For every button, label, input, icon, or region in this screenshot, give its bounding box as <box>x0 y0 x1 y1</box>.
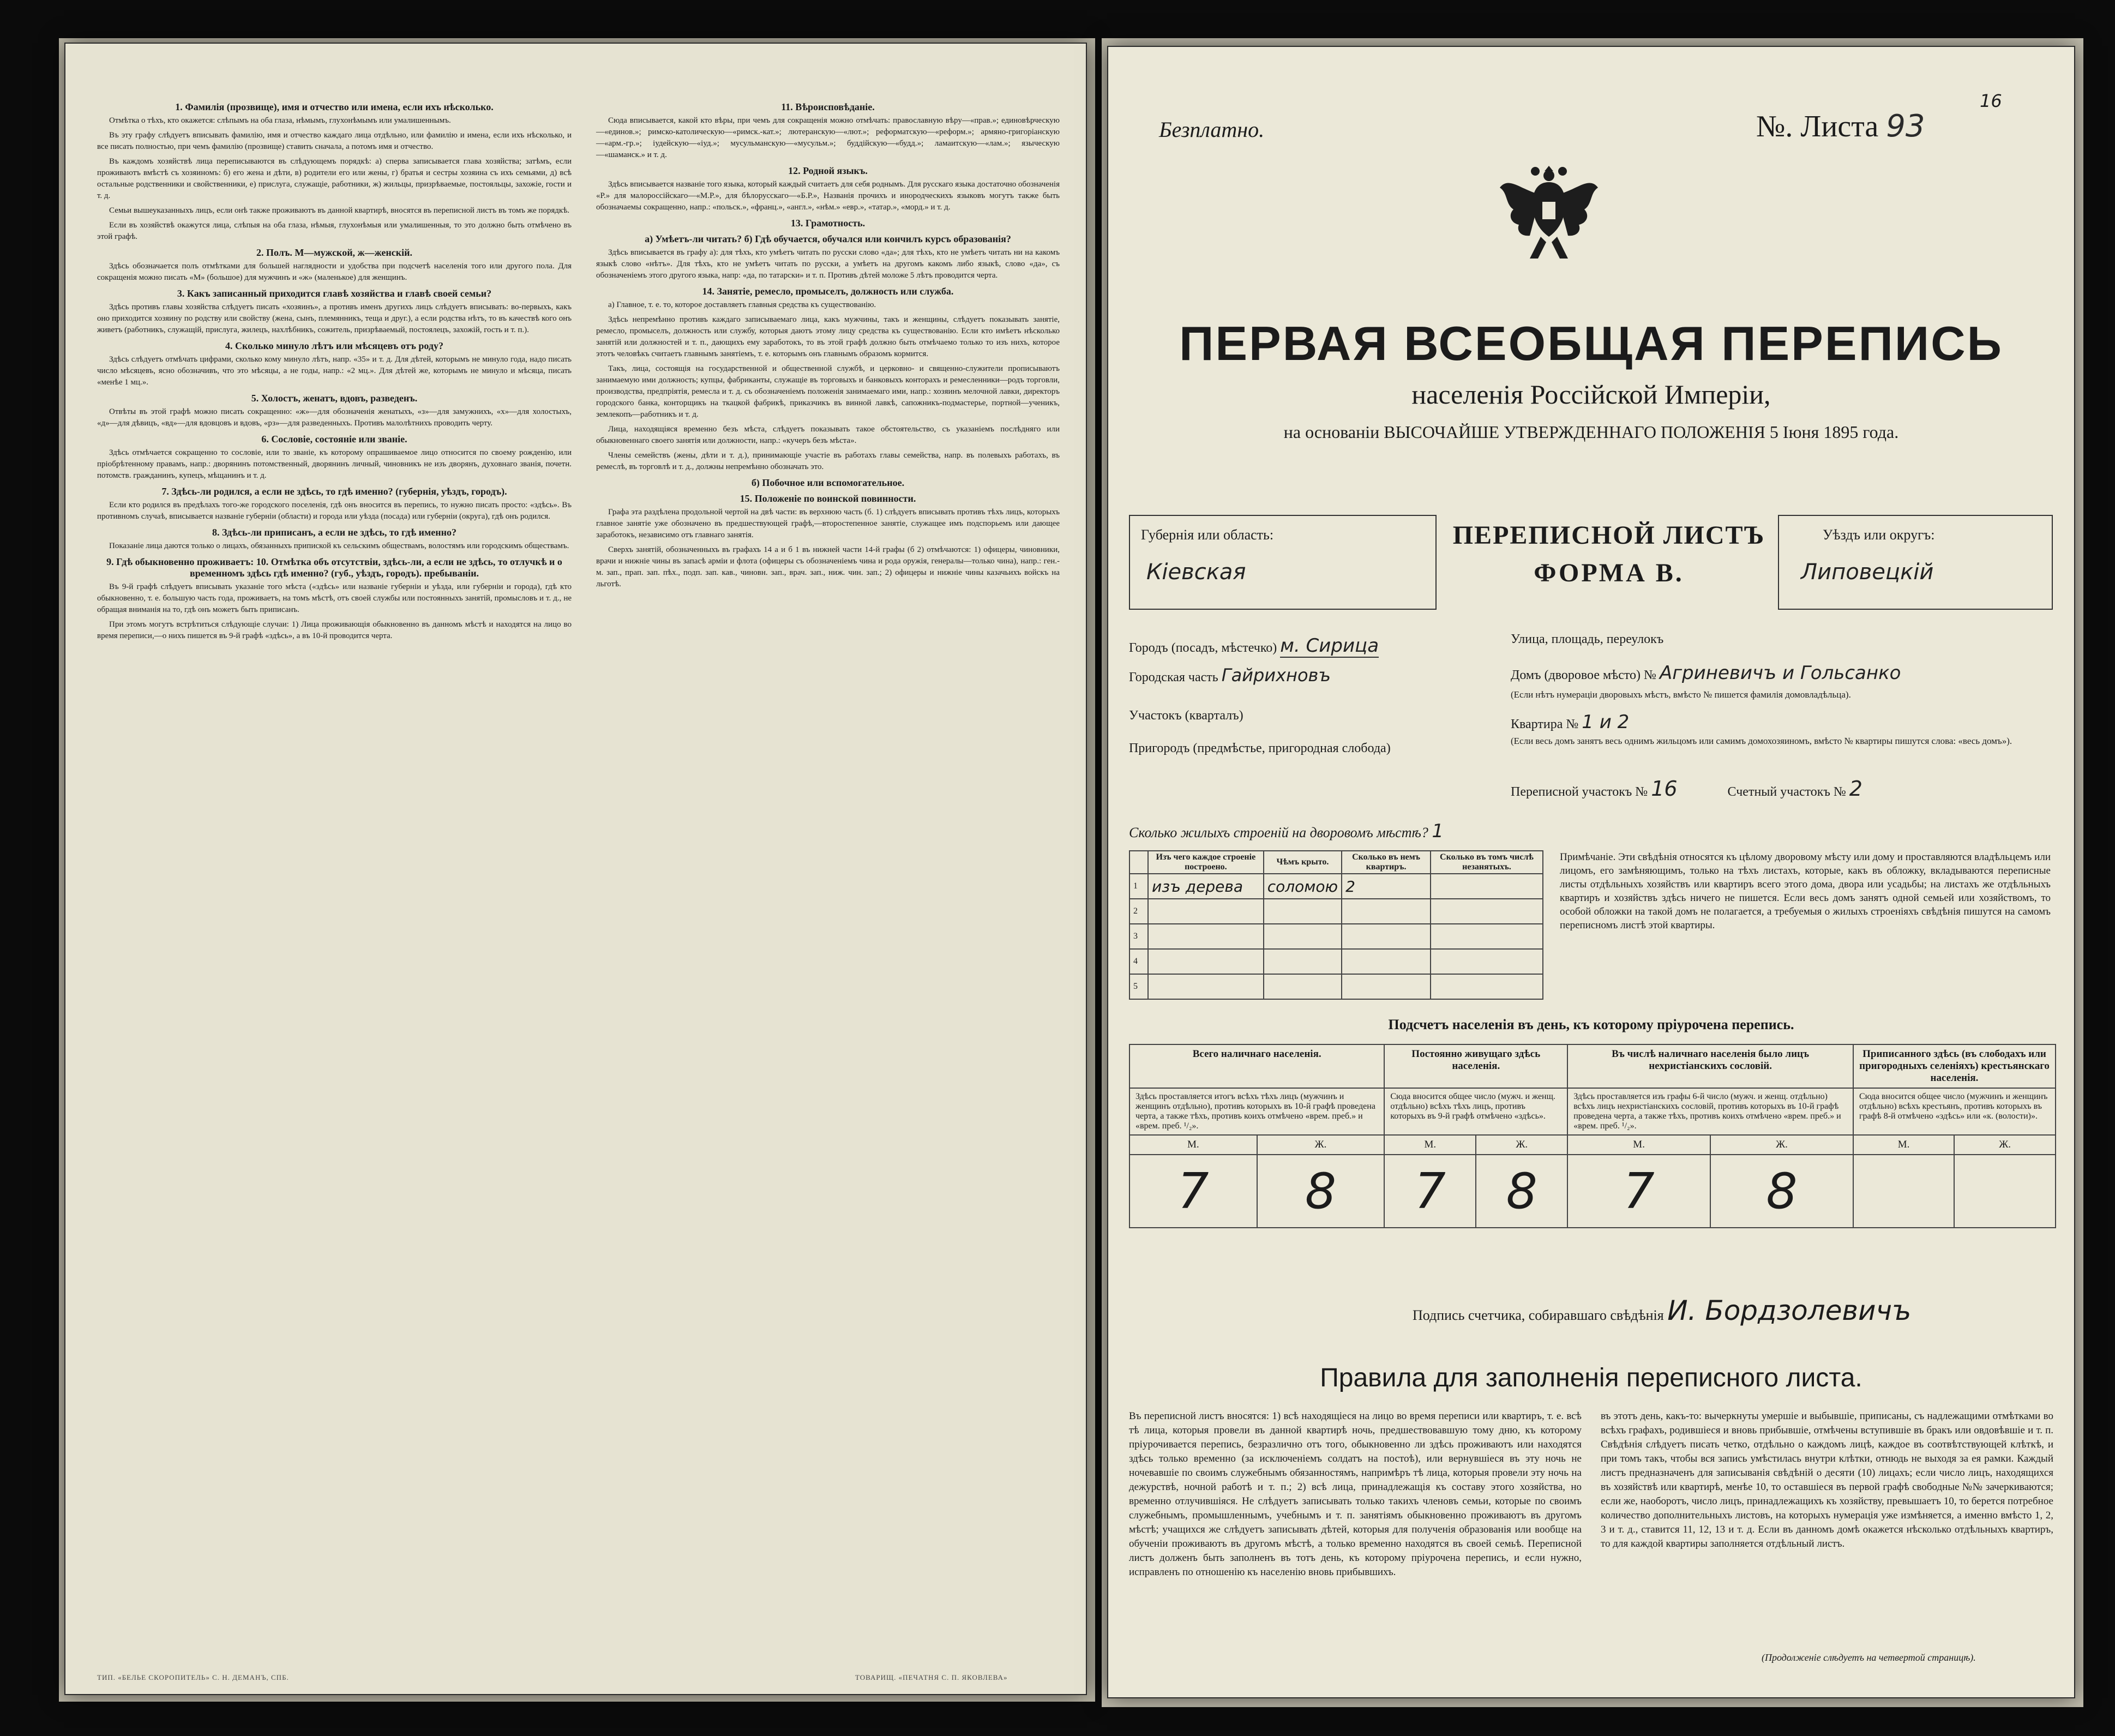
col2-heading: б) Побочное или вспомогательное. <box>751 477 905 488</box>
apartment-label: Квартира № <box>1511 717 1579 731</box>
col1-heading: 9. Гдѣ обыкновенно проживаетъ: 10. Отмѣтка объ отсутствіи, здѣсь-ли, а если не здѣсь, то отлучкѣ и о временномъ здѣсь гдѣ именно? (губ., уѣздъ, городъ). пребываніи. <box>106 556 562 579</box>
form-title-line-2: ФОРМА В. <box>1534 558 1684 587</box>
census-basis: на основаніи ВЫСОЧАЙШЕ УТВЕРЖДЕННАГО ПОЛОЖЕНІЯ 5 Іюня 1895 года. <box>1283 422 1899 442</box>
buildings-question <box>1129 820 1444 842</box>
pop-value: 7 <box>1129 1155 1257 1228</box>
uezd-box <box>1778 515 2053 610</box>
pop-value: 8 <box>1257 1155 1385 1228</box>
province-label: Губернія или область: <box>1141 527 1274 543</box>
col1-paragraph: Здѣсь обозначается полъ отмѣтками для большей наглядности и удобства при подсчетѣ населенія того или другого пола. Для сокращенія можно писать «М» (большое) для мужчинъ и «ж» (маленькое) для женщинъ. <box>97 262 572 282</box>
col1-heading: 3. Какъ записанный приходится главѣ хозяйства и главѣ своей семьи? <box>177 288 492 299</box>
col1-paragraph: Отмѣтка о тѣхъ, кто окажется: слѣпымъ на оба глаза, нѣмымъ, глухонѣмымъ или умалишеннымъ. <box>109 116 451 125</box>
pop-sex-header: М. <box>1129 1135 1257 1155</box>
col1-paragraph: Здѣсь слѣдуетъ отмѣчать цифрами, сколько кому минуло лѣтъ, напр. «35» и т. д. Для дѣтей, которымъ не минуло года, надо писать число мѣсяцевъ, ясно обозначивъ, что это мѣсяцы, а не годы, напр.: «2 мц.». Для дѣтей же, которымъ не минуло и мѣсяца, писать «менѣе 1 мц.». <box>97 355 572 387</box>
col1-paragraph: Здѣсь противъ главы хозяйства слѣдуетъ писать «хозяинъ», а противъ именъ другихъ лицъ слѣдуетъ вписывать: во-первыхъ, какъ оно приходится хозяину по родству или свойству (жена, сынъ, племянникъ, теща и друг.), а если родства нѣтъ, то въ качествѣ кого онъ живетъ (работникъ, служащій, прислуга, жилецъ, нахлѣбникъ, сожитель, призрѣваемый, постоялецъ, захожій, гость и т. п.). <box>97 303 572 334</box>
struct-cell <box>1264 924 1342 949</box>
struct-cell: изъ дерева <box>1148 874 1264 899</box>
city-label: Городъ (посадъ, мѣстечко) <box>1129 641 1277 655</box>
col2-heading: 14. Занятіе, ремесло, промыселъ, должность или служба. <box>702 286 954 297</box>
pop-value <box>1853 1155 1954 1228</box>
pop-head-resident: Постоянно живущаго здѣсь населенія. <box>1384 1044 1567 1088</box>
col2-paragraph: Сюда вписывается, какой кто вѣры, при чемъ для сокращенія можно отмѣчать: православную вѣру—«прав.»; единовѣрческую—«единов.»; римско-католическую—«римск.-кат.»; лютеранскую—«лют.»; реформатскую—«реформ.»; армяно-григоріанскую—«арм.-гр.»; іудейскую—«іуд.»; мусульманскую—«мусульм.»; буддійскую—«будд.»; ламаитскую—«лам.»; языческую—«шаманск.» и т. д. <box>596 116 1060 159</box>
left-column-2 <box>596 97 1060 593</box>
population-table <box>1129 1044 2056 1228</box>
col2-paragraph: Такъ, лица, состоящія на государственной и общественной службѣ, и церковно- и священно-служители прописываютъ занимаемую ими должность; купцы, фабриканты, служащіе въ торговыхъ и банковыхъ конторахъ и ремесленники—родъ торговли, производства, предпріятія, ремесла и т. д. съ обозначеніемъ положенія занимаемаго ими, напр.: хозяинъ мелочной лавки, директоръ городского банка, конторщикъ на ткацкой фабрикѣ, приказчикъ въ винной лавкѣ, сапожникъ-подмастерье, портной—ученикъ, землекопъ—работникъ и т. д. <box>596 364 1060 419</box>
struct-row <box>1129 949 1543 974</box>
col2-paragraph: Здѣсь вписывается въ графу а): для тѣхъ, кто умѣетъ читать по русски слово «да»; для тѣхъ, кто не умѣетъ читать ни на какомъ языкѣ слово «нѣтъ». Для тѣхъ, кто не умѣетъ читать по русски, а умѣетъ на другомъ какомъ либо языкѣ, слово «да», съ обозначеніемъ этого другого языка, напр: «да, по татарски» и т. п. Противъ дѣтей моложе 5 лѣтъ проводится черта. <box>596 248 1060 280</box>
struct-col-apts: Сколько въ немъ квартиръ. <box>1342 851 1431 874</box>
city-value: м. Сирица <box>1280 635 1379 657</box>
struct-cell <box>1431 974 1543 999</box>
sheet-number-label: №. Листа <box>1756 110 1879 143</box>
census-area-field <box>1511 777 2045 801</box>
rules-column-1: Въ переписной листъ вносятся: 1) всѣ находящіеся на лицо во время переписи или квартиръ, т. е. всѣ тѣ лица, которыя провели въ данной квартирѣ ночь, предшествовавшую тому дню, къ которому пріурочивается перепись, безразлично отъ того, обыкновенно ли здѣсь проживаютъ или находятся здѣсь только временно (за исключеніемъ солдатъ на постоѣ), или вернувшіеся въ эту ночь не ночевавшіе по своимъ служебнымъ обязанностямъ, напримѣръ тѣ лица, которыя провели эту ночь на дежурствѣ, ночной работѣ и т. п.; 2) всѣ лица, принадлежащія къ составу этого хозяйства, но временно отлучившіяся. Не слѣдуетъ записывать только такихъ членовъ семьи, которые по своимъ служебнымъ, промышленнымъ, учебнымъ и т. п. занятіямъ обыкновенно проживаютъ въ другомъ мѣстѣ; учащихся же слѣдуетъ записывать дѣтей, которыя для полученія образованія или вообще на обученіи проживаютъ въ другомъ мѣстѣ, а только временно находятся въ своей семьѣ. Переписной листъ долженъ быть заполненъ въ тотъ день, къ которому пріурочена перепись, и если нужно, исправленъ по отношенію къ населенію вновь прибывшихъ. <box>1129 1410 1582 1578</box>
struct-cell <box>1148 949 1264 974</box>
form-title-line-1: ПЕРЕПИСНОЙ ЛИСТЪ <box>1452 521 1765 550</box>
struct-cell <box>1148 974 1264 999</box>
street-label: Улица, площадь, переулокъ <box>1511 632 1664 646</box>
col2-heading: 15. Положеніе по воинской повинности. <box>740 493 916 504</box>
buildings-label: Сколько жилыхъ строеній на дворовомъ мѣстѣ? <box>1129 825 1428 840</box>
street-field <box>1511 632 1663 647</box>
pop-value: 7 <box>1384 1155 1476 1228</box>
pop-value <box>1954 1155 2056 1228</box>
col1-paragraph: Въ 9-й графѣ слѣдуетъ вписывать указаніе того мѣста («здѣсь» или названіе губерніи и уѣзда, или губерніи и города), гдѣ кто обыкновенно, т. е. большую часть года, проживаетъ, на томъ мѣстѣ, отъ своей службы или постоянныхъ занятій, промысловъ и т. д., не обращая вниманія на то, гдѣ онъ можетъ быть приписанъ. <box>97 582 572 614</box>
col1-heading: 7. Здѣсь-ли родился, а если не здѣсь, то гдѣ именно? (губернія, уѣздъ, городъ). <box>161 486 507 497</box>
col1-paragraph: Семьи вышеуказанныхъ лицъ, если онѣ также проживаютъ въ данной квартирѣ, вносятся въ переписной листъ въ томъ же порядкѣ. <box>109 206 570 215</box>
struct-row <box>1129 974 1543 999</box>
pop-sex-header: Ж. <box>1257 1135 1385 1155</box>
col1-heading: 6. Сословіе, состояніе или званіе. <box>261 434 407 444</box>
struct-cell: 1 <box>1129 874 1148 899</box>
signature-label: Подпись счетчика, собиравшаго свѣдѣнія <box>1413 1307 1664 1323</box>
imperial-eagle-emblem <box>1497 155 1601 269</box>
struct-cell <box>1431 874 1543 899</box>
rules-column-2: въ этотъ день, какъ-то: вычеркнуты умершіе и выбывшіе, приписаны, съ надлежащими отмѣтками во всѣхъ графахъ, родившіеся и вновь прибывшіе, отмѣчены вступившіе въ бракъ или овдовѣвшіе и т. п. Свѣдѣнія слѣдуетъ писать четко, отдѣльно о каждомъ лицѣ, каждое въ соотвѣтствующей клѣткѣ, и при томъ такъ, чтобы вся запись умѣстилась внутри клѣтки, отнюдь не выходя за ея рамки. Каждый листъ предназначенъ для записыванія свѣдѣній о десяти (10) лицахъ; если число лицъ, находящихся въ хозяйствѣ или квартирѣ, менѣе 10, то оставшіеся въ первой графѣ свободные №№ зачеркиваются; если же, наоборотъ, число лицъ, принадлежащихъ къ хозяйству, превышаетъ 10, то берется потребное количество дополнительныхъ листовъ, на которыхъ нумерація уже измѣняется, а именно вмѣсто 1, 2, 3 и т. д., ставится 11, 12, 13 и т. д. Если въ данномъ домѣ окажется нѣсколько отдѣльныхъ квартиръ, то для каждой квартиры заполняется отдѣльный листъ. <box>1601 1410 2053 1549</box>
apartment-field <box>1511 711 1629 733</box>
struct-col-material: Изъ чего каждое строеніе построено. <box>1148 851 1264 874</box>
struct-cell: соломою <box>1264 874 1342 899</box>
pop-head-total: Всего наличнаго населенія. <box>1129 1044 1384 1088</box>
struct-cell <box>1264 899 1342 924</box>
pop-sex-header: Ж. <box>1710 1135 1853 1155</box>
printer-footer-right: ТОВАРИЩ. «ПЕЧАТНЯ С. П. ЯКОВЛЕВА» <box>855 1673 1008 1681</box>
signature-row <box>1413 1295 1911 1326</box>
col1-paragraph: Показаніе лица даются только о лицахъ, обязанныхъ припиской къ сельскимъ обществамъ, волостямъ или городскимъ обществамъ. <box>109 542 569 550</box>
pop-value: 7 <box>1567 1155 1710 1228</box>
apartment-value: 1 и 2 <box>1582 711 1630 733</box>
apartment-note: (Если весь домъ занятъ весь однимъ жильцомъ или самимъ домохозяиномъ, вмѣсто № квартиры пишутся слова: «весь домъ»). <box>1511 736 2012 746</box>
col2-paragraph: Лица, находящіяся временно безъ мѣста, слѣдуетъ показывать такое обстоятельство, съ указаніемъ послѣдняго или обыкновеннаго своего занятія или должности, напр.: «кучеръ безъ мѣста». <box>596 425 1060 445</box>
pop-desc-total: Здѣсь проставляется итогъ всѣхъ тѣхъ лицъ (мужчинъ и женщинъ отдѣльно), противъ которыхъ въ 10-й графѣ проведена черта, а также тѣхъ, противъ коихъ отмѣчено «врем. преб.» и «врем. преб. ¹/₂». <box>1129 1088 1384 1135</box>
col1-paragraph: При этомъ могутъ встрѣтиться слѣдующіе случаи: 1) Лица проживающія обыкновенно въ данномъ мѣстѣ и находятся на лицо во время переписи,—о нихъ пишется въ 9-й графѣ «здѣсь», а въ 10-й проводится черта. <box>97 620 572 640</box>
struct-cell <box>1431 949 1543 974</box>
count-area-value: 2 <box>1849 777 1862 801</box>
col2-paragraph: а) Главное, т. е. то, которое доставляетъ главныя средства къ существованію. <box>608 301 876 309</box>
struct-cell <box>1342 949 1431 974</box>
col1-paragraph: Въ эту графу слѣдуетъ вписывать фамилію, имя и отчество каждаго лица отдѣльно, или фамилію и имена, если ихъ нѣсколько, и все писать полностью, при чемъ фамилію (прозвище) ставить сначала, а потомъ имя и отчество. <box>97 131 572 151</box>
pop-value: 8 <box>1710 1155 1853 1228</box>
province-value: Кіевская <box>1146 560 1246 585</box>
pop-sex-header: М. <box>1384 1135 1476 1155</box>
struct-cell <box>1264 949 1342 974</box>
city-part-field <box>1129 665 1467 686</box>
col2-paragraph: Здѣсь вписывается названіе того языка, который каждый считаетъ для себя роднымъ. Для русскаго языка достаточно обозначенія «Р.» для малороссійскаго—«М.Р.», для бѣлорусскаго—«Б.Р.», Названія прочихъ и инородческихъ языковъ могутъ также быть обозначаемы сокращенно, напр.: «польск.», «франц.», «англ.», «нѣм.» «евр.», «татар.», «морд.» и т. д. <box>596 180 1060 212</box>
col1-paragraph: Здѣсь отмѣчается сокращенно то сословіе, или то званіе, къ которому опрашиваемое лицо относится по своему рожденію, или пріобрѣтенному правамъ, напр.: дворянинъ потомственный, дворянинъ личный, чиновникъ не изъ дворянъ, духовнаго званія, почетн. потомств. гражданинъ, купецъ, мѣщанинъ и т. д. <box>97 448 572 480</box>
col2-paragraph: Здѣсь непремѣнно противъ каждаго записываемаго лица, какъ мужчины, такъ и женщины, слѣдуетъ показывать занятіе, ремесло, промыселъ, должность или службу, которыя даютъ этому лицу средства къ существованію. Если кто имѣетъ нѣсколько занятій или должностей и т. п., дающихъ ему заработокъ, то въ этой графѣ должно быть отмѣчаемо только то изъ нихъ, которое этотъ человѣкъ считаетъ главнымъ занятіемъ, т. е. которымъ онъ главнымъ образомъ кормится. <box>596 315 1060 358</box>
struct-cell <box>1342 974 1431 999</box>
struct-cell <box>1342 924 1431 949</box>
col2-heading: 11. Вѣроисповѣданіе. <box>781 101 875 112</box>
census-area-value: 16 <box>1651 777 1678 801</box>
struct-cell <box>1148 899 1264 924</box>
struct-cell <box>1264 974 1342 999</box>
census-subtitle: населенія Россійской Имперіи, <box>1411 379 1771 410</box>
printer-footer-left: ТИП. «БЕЛЬЕ СКОРОПИТЕЛЬ» С. Н. ДЕМАНЪ, СПБ. <box>97 1673 289 1681</box>
col2-paragraph: Сверхъ занятій, обозначенныхъ въ графахъ 14 а и б 1 въ нижней части 14-й графы (б 2) отмѣчаются: 1) офицеры, чиновники, врачи и нижніе чины въ запасѣ арміи и флота (офицеры съ обозначеніемъ чина и рода оружія, генералы—только чина), напр.: ген.-м. зап., прап. зап. пѣх., подп. зап. кав., чиновн. зап., врач. зап., ниж. чин. зап.; 2) офицеры и нижніе чины казачьихъ войскъ на льготѣ. <box>596 545 1060 588</box>
struct-cell: 3 <box>1129 924 1148 949</box>
free-label: Безплатно. <box>1159 117 1265 142</box>
buildings-value: 1 <box>1432 820 1444 842</box>
city-part-label: Городская часть <box>1129 670 1218 684</box>
left-page <box>64 43 1087 1695</box>
signature-value: И. Бордзолевичъ <box>1667 1295 1912 1326</box>
pop-sex-header: Ж. <box>1476 1135 1567 1155</box>
city-part-value: Гайрихновъ <box>1221 665 1331 686</box>
population-title: Подсчетъ населенія въ день, къ которому пріурочена перепись. <box>1388 1017 1794 1032</box>
struct-col-roof: Чѣмъ крыто. <box>1264 851 1342 874</box>
province-box <box>1129 515 1437 610</box>
struct-cell: 5 <box>1129 974 1148 999</box>
col2-paragraph: Члены семействъ (жены, дѣти и т. д.), принимающіе участіе въ работахъ главы семейства, напр. въ полевыхъ работахъ, въ ремеслѣ, въ торговлѣ и т. д., должны непремѣнно обозначать это. <box>596 451 1060 471</box>
col1-paragraph: Если въ хозяйствѣ окажутся лица, слѣпыя на оба глаза, нѣмыя, глухонѣмыя или умалишенныя, то это должно быть отмѣчено въ этой графѣ. <box>97 221 572 241</box>
sheet-number-value: 93 <box>1886 109 1925 144</box>
struct-col-blank <box>1129 851 1148 874</box>
struct-cell <box>1148 924 1264 949</box>
col1-heading: 2. Полъ. М—мужской, ж—женскій. <box>256 247 413 258</box>
col2-heading: а) Умѣетъ-ли читать? б) Гдѣ обучается, обучался или кончилъ курсъ образованія? <box>645 233 1011 244</box>
pop-desc-nonchristian: Здѣсь проставляется изъ графы 6-й число (мужч. и женщ. отдѣльно) всѣхъ лицъ нехристіанскихъ сословій, противъ которыхъ въ 10-й графѣ проведена черта, а также тѣхъ, противъ коихъ отмѣчено «врем. преб.» и «врем. преб. ¹/₂». <box>1567 1088 1853 1135</box>
col2-heading: 13. Грамотность. <box>790 218 866 229</box>
house-value: Агриневичъ и Гольсанко <box>1659 662 1901 684</box>
census-area-label: Переписной участокъ № <box>1511 785 1648 799</box>
pop-value: 8 <box>1476 1155 1567 1228</box>
pop-desc-resident: Сюда вносится общее число (мужч. и женщ. отдѣльно) всѣхъ тѣхъ лицъ, противъ которыхъ въ 9-й графѣ отмѣчено «здѣсь». <box>1384 1088 1567 1135</box>
pop-head-peasant: Приписанного здѣсь (въ слободахъ или пригородныхъ селеніяхъ) крестьянскаго населенія. <box>1853 1044 2056 1088</box>
rules-continuation: (Продолженіе слѣдуетъ на четвертой страницѣ). <box>1762 1652 1976 1663</box>
col1-paragraph: Въ каждомъ хозяйствѣ лица переписываются въ слѣдующемъ порядкѣ: а) сперва записывается глава хозяйства; затѣмъ, если проживаютъ вмѣстѣ съ хозяиномъ: б) его жена и дѣти, в) родители его или жены, г) братья и сестры хозяина съ ихъ семьями, д) всѣ остальные родственники и свойственники, е) прислуга, служащіе, работники, ж) жильцы, призрѣваемые, постояльцы, захожіе, гости и т. д. <box>97 157 572 200</box>
struct-cell <box>1342 899 1431 924</box>
right-page <box>1107 46 2075 1698</box>
struct-cell: 2 <box>1342 874 1431 899</box>
form-title <box>1445 520 1772 588</box>
pop-sex-header: М. <box>1853 1135 1954 1155</box>
col2-paragraph: Графа эта раздѣлена продольной чертой на двѣ части: въ верхнюю часть (б. 1) слѣдуетъ вписывать противъ тѣхъ лицъ, которыхъ главное занятіе уже обозначено въ предшествующей графѣ,—второстепенное занятіе, служащее имъ подспорьемъ или дающее заработокъ, независимо отъ главнаго занятія. <box>596 508 1060 539</box>
house-label: Домъ (дворовое мѣсто) № <box>1511 668 1656 682</box>
pop-sex-header: Ж. <box>1954 1135 2056 1155</box>
district-field <box>1129 708 1243 723</box>
col1-paragraph: Отвѣты въ этой графѣ можно писать сокращенно: «ж»—для обозначенія женатыхъ, «з»—для замужнихъ, «х»—для холостыхъ, «д»—для дѣвицъ, «вд»—для вдовцовъ и вдовъ, «рз»—для разведенныхъ. Противъ малолѣтнихъ проводить черту. <box>97 407 572 428</box>
suburb-label: Пригородъ (предмѣстье, пригородная слобода) <box>1129 741 1391 755</box>
suburb-field <box>1129 741 1391 756</box>
struct-row <box>1129 874 1543 899</box>
house-note: (Если нѣтъ нумераціи дворовыхъ мѣстъ, вмѣсто № пишется фамилія домовладѣльца). <box>1511 689 1851 700</box>
col1-paragraph: Если кто родился въ предѣлахъ того-же городского поселенія, гдѣ онъ вносится въ перепись, то нужно писать просто: «здѣсь». Въ противномъ случаѣ, вписывается названіе губерніи (области) и города или уѣзда (посада) или губерніи (округа), гдѣ онъ родился. <box>97 501 572 521</box>
left-column-1 <box>97 97 572 645</box>
district-label: Участокъ (кварталъ) <box>1129 708 1243 723</box>
col1-heading: 1. Фамилія (прозвище), имя и отчество или имена, если ихъ нѣсколько. <box>175 101 494 112</box>
sheet-number <box>1756 109 1925 144</box>
pop-sex-header: М. <box>1567 1135 1710 1155</box>
col1-heading: 8. Здѣсь-ли приписанъ, а если не здѣсь, то гдѣ именно? <box>212 527 456 538</box>
city-field <box>1129 635 1467 658</box>
structures-table <box>1129 850 1543 1000</box>
count-area-label: Счетный участокъ № <box>1727 785 1846 799</box>
house-field <box>1511 662 2056 684</box>
struct-row <box>1129 899 1543 924</box>
struct-cell: 4 <box>1129 949 1148 974</box>
structures-note: Примѣчаніе. Эти свѣдѣнія относятся къ цѣлому дворовому мѣсту или дому и проставляются владѣльцемъ или лицомъ, его замѣняющимъ, только на тѣхъ листахъ, которые, какъ въ обложку, вкладываются переписные листы отдѣльныхъ хозяйствъ или квартиръ всего этого дома, двора или усадьбы; на листахъ же отдѣльныхъ квартиръ и хозяйствъ здѣсь ничего не пишется. Если весь домъ занятъ одной семьей или хозяйствомъ, то особой обложки на такой домъ не полагается, а требуемыя о жилыхъ строеніяхъ свѣдѣнія пишутся на самомъ переписномъ листѣ этой квартиры. <box>1560 851 2051 931</box>
struct-cell <box>1431 899 1543 924</box>
uezd-value: Липовецкій <box>1801 560 1934 585</box>
rules-title: Правила для заполненія переписного листа. <box>1320 1363 1862 1392</box>
struct-col-vacant: Сколько въ томъ числѣ незанятыхъ. <box>1431 851 1543 874</box>
pop-head-nonchristian: Въ числѣ наличнаго населенія было лицъ нехристіанскихъ сословій. <box>1567 1044 1853 1088</box>
col2-heading: 12. Родной языкъ. <box>788 165 868 176</box>
struct-cell: 2 <box>1129 899 1148 924</box>
col1-heading: 5. Холостъ, женатъ, вдовъ, разведенъ. <box>251 393 418 404</box>
col1-heading: 4. Сколько минуло лѣтъ или мѣсяцевъ отъ роду? <box>225 340 443 351</box>
struct-row <box>1129 924 1543 949</box>
sheet-number-top: 16 <box>1980 91 2002 111</box>
census-title: ПЕРВАЯ ВСЕОБЩАЯ ПЕРЕПИСЬ <box>1179 316 2003 370</box>
struct-cell <box>1431 924 1543 949</box>
uezd-label: Уѣздъ или округъ: <box>1823 527 1935 543</box>
pop-desc-peasant: Сюда вносится общее число (мужчинъ и женщинъ отдѣльно) всѣхъ крестьянъ, противъ которыхъ въ графѣ 8-й отмѣчено «здѣсь» или «к. (волости)». <box>1853 1088 2056 1135</box>
